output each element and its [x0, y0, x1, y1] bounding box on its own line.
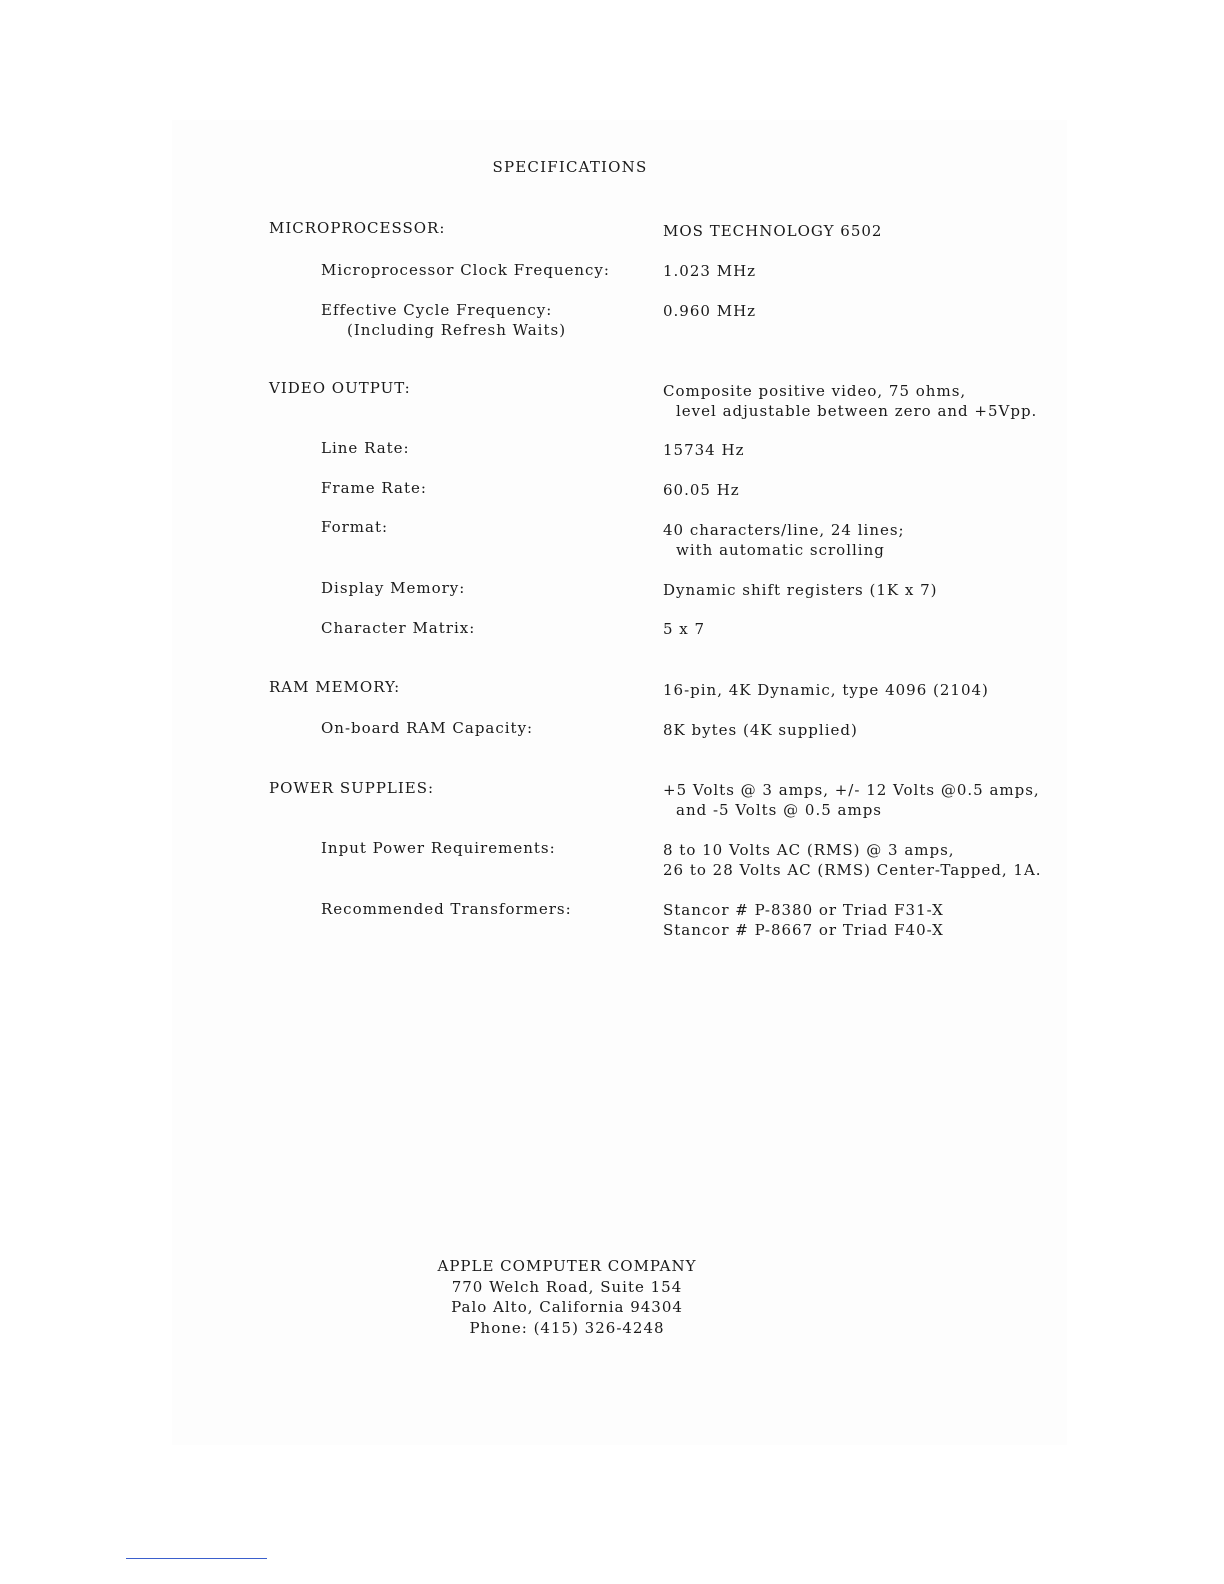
label-format: Format: — [321, 518, 389, 536]
label-input-power: Input Power Requirements: — [321, 839, 556, 857]
value-clock-frequency: 1.023 MHz — [663, 262, 757, 280]
value-power-supplies-line1: +5 Volts @ 3 amps, +/- 12 Volts @0.5 amps, — [663, 781, 1040, 799]
section-label-power-supplies: POWER SUPPLIES: — [269, 779, 435, 797]
value-input-power — [663, 840, 1042, 880]
value-transformers-line2: Stancor # P-8667 or Triad F40-X — [663, 921, 944, 939]
section-label-video-output: VIDEO OUTPUT: — [269, 379, 411, 397]
value-power-supplies-line2: and -5 Volts @ 0.5 amps — [676, 801, 882, 819]
value-input-power-line2: 26 to 28 Volts AC (RMS) Center-Tapped, 1A. — [663, 861, 1042, 879]
value-power-supplies — [663, 780, 1040, 820]
value-video-output — [663, 381, 1037, 421]
value-line-rate: 15734 Hz — [663, 441, 745, 459]
value-display-memory: Dynamic shift registers (1K x 7) — [663, 581, 938, 599]
value-format-line1: 40 characters/line, 24 lines; — [663, 521, 905, 539]
phone-number: Phone: (415) 326-4248 — [469, 1318, 665, 1337]
value-transformers-line1: Stancor # P-8380 or Triad F31-X — [663, 901, 944, 919]
page-title: SPECIFICATIONS — [492, 158, 648, 176]
value-microprocessor: MOS TECHNOLOGY 6502 — [663, 222, 883, 240]
label-cycle-frequency-line1: Effective Cycle Frequency: — [321, 301, 553, 319]
value-ram-capacity: 8K bytes (4K supplied) — [663, 721, 858, 739]
value-frame-rate: 60.05 Hz — [663, 481, 740, 499]
company-name: APPLE COMPUTER COMPANY — [437, 1257, 697, 1275]
section-label-microprocessor: MICROPROCESSOR: — [269, 219, 446, 237]
label-ram-capacity: On-board RAM Capacity: — [321, 719, 534, 737]
value-format — [663, 520, 905, 560]
label-display-memory: Display Memory: — [321, 579, 466, 597]
label-frame-rate: Frame Rate: — [321, 479, 427, 497]
value-character-matrix: 5 x 7 — [663, 620, 706, 638]
value-video-output-line2: level adjustable between zero and +5Vpp. — [676, 402, 1038, 420]
label-line-rate: Line Rate: — [321, 439, 410, 457]
value-cycle-frequency: 0.960 MHz — [663, 302, 757, 320]
value-video-output-line1: Composite positive video, 75 ohms, — [663, 382, 967, 400]
footer-divider — [126, 1558, 267, 1559]
value-ram-memory: 16-pin, 4K Dynamic, type 4096 (2104) — [663, 681, 989, 699]
value-format-line2: with automatic scrolling — [676, 541, 885, 559]
value-input-power-line1: 8 to 10 Volts AC (RMS) @ 3 amps, — [663, 841, 955, 859]
section-label-ram-memory: RAM MEMORY: — [269, 678, 401, 696]
address-line-1: 770 Welch Road, Suite 154 — [451, 1277, 683, 1296]
label-clock-frequency: Microprocessor Clock Frequency: — [321, 261, 610, 279]
company-address-block — [0, 1256, 1134, 1338]
label-character-matrix: Character Matrix: — [321, 619, 476, 637]
label-cycle-frequency — [321, 300, 566, 340]
label-transformers: Recommended Transformers: — [321, 900, 572, 918]
label-cycle-frequency-line2: (Including Refresh Waits) — [347, 321, 567, 339]
address-line-2: Palo Alto, California 94304 — [451, 1298, 683, 1316]
value-transformers — [663, 900, 944, 940]
